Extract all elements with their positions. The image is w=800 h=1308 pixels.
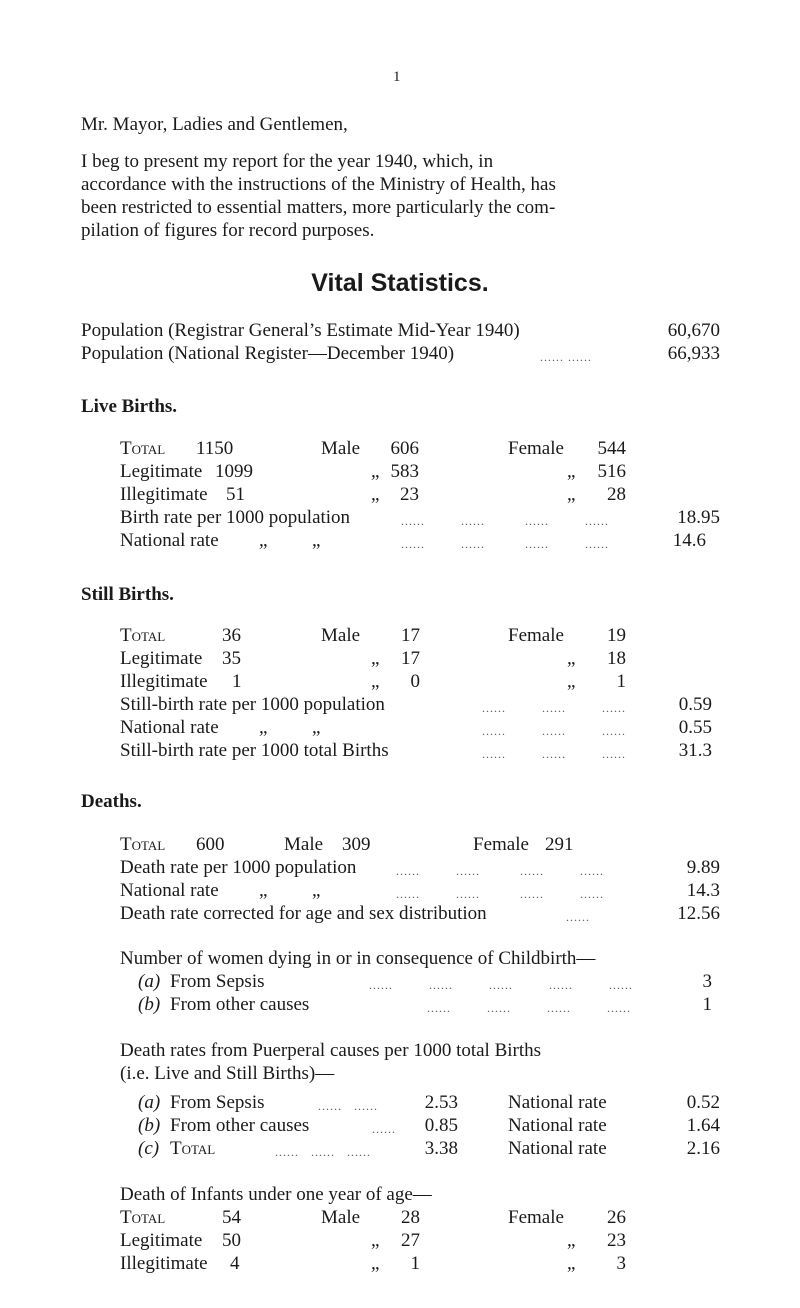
puerperal-b-letter: (b) <box>138 1115 161 1136</box>
infants-male-value: 28 <box>401 1207 420 1228</box>
ditto-mark: „ <box>312 717 321 738</box>
puerperal-line-2: (i.e. Live and Still Births)— <box>120 1063 335 1084</box>
birth-rate-label: Birth rate per 1000 population <box>120 507 351 528</box>
puerperal-b-national: 1.64 <box>686 1115 720 1136</box>
ditto-mark: „ <box>567 461 576 482</box>
leader-dots: ...... ...... <box>540 350 592 364</box>
leader-dots: ...... ...... <box>318 1099 378 1113</box>
ditto-mark: „ <box>371 484 380 505</box>
childbirth-b-label: From other causes <box>170 994 310 1015</box>
infants-female-value: 26 <box>607 1207 626 1228</box>
ditto-mark: „ <box>567 648 576 669</box>
infants-legit-value: 50 <box>222 1230 241 1251</box>
death-corrected-value: 12.56 <box>677 903 720 924</box>
leader-dots: ...... ...... ...... ...... <box>427 1001 631 1015</box>
infants-male-label: Male <box>321 1207 361 1228</box>
childbirth-label: Number of women dying in or in consequence of Childbirth— <box>120 948 596 969</box>
birth-rate-value: 18.95 <box>677 507 720 528</box>
still-legit-female: 18 <box>607 648 626 669</box>
population-nr-value: 66,933 <box>667 343 720 364</box>
puerperal-c-letter: (c) <box>138 1138 160 1159</box>
live-illegit-label: Illegitimate <box>120 484 208 505</box>
still-national-label: National rate <box>120 717 219 738</box>
leader-dots: ...... ...... ...... ...... <box>396 864 604 878</box>
puerperal-a-letter: (a) <box>138 1092 161 1113</box>
still-national-value: 0.55 <box>678 717 712 738</box>
still-male-label: Male <box>321 625 361 646</box>
still-rate-value: 0.59 <box>678 694 712 715</box>
leader-dots: ...... ...... ...... <box>482 724 626 738</box>
leader-dots: ...... ...... ...... <box>275 1145 371 1159</box>
puerperal-b-value: 0.85 <box>424 1115 458 1136</box>
infants-total-label: Total <box>120 1207 166 1228</box>
deaths-title: Deaths. <box>81 791 142 812</box>
still-male-value: 17 <box>401 625 420 646</box>
live-illegit-value: 51 <box>226 484 245 505</box>
live-total-label: Total <box>120 438 166 459</box>
still-legit-value: 35 <box>222 648 241 669</box>
puerperal-line-1: Death rates from Puerperal causes per 1000 total Births <box>120 1040 542 1061</box>
population-nr-label: Population (National Register—December 1940) <box>81 343 455 364</box>
intro-line-1: I beg to present my report for the year 1940, which, in <box>81 151 494 172</box>
ditto-mark: „ <box>259 717 268 738</box>
salutation: Mr. Mayor, Ladies and Gentlemen, <box>81 114 348 135</box>
leader-dots: ...... ...... ...... ...... <box>401 537 609 551</box>
infants-legit-male: 27 <box>401 1230 420 1251</box>
puerperal-c-value: 3.38 <box>424 1138 458 1159</box>
puerperal-a-label: From Sepsis <box>170 1092 265 1113</box>
deaths-female-value: 291 <box>545 834 574 855</box>
ditto-mark: „ <box>259 880 268 901</box>
ditto-mark: „ <box>259 530 268 551</box>
live-male-value: 606 <box>390 438 419 459</box>
deaths-total-value: 600 <box>196 834 225 855</box>
infants-total-value: 54 <box>222 1207 241 1228</box>
still-legit-male: 17 <box>401 648 420 669</box>
leader-dots: ...... ...... ...... ...... <box>401 514 609 528</box>
infants-legit-female: 23 <box>607 1230 626 1251</box>
puerperal-b-national-label: National rate <box>508 1115 607 1136</box>
infants-illegit-label: Illegitimate <box>120 1253 208 1274</box>
deaths-male-value: 309 <box>342 834 371 855</box>
puerperal-c-national: 2.16 <box>686 1138 720 1159</box>
still-total-births-label: Still-birth rate per 1000 total Births <box>120 740 389 761</box>
death-rate-label: Death rate per 1000 population <box>120 857 357 878</box>
national-rate-value: 14.6 <box>672 530 706 551</box>
puerperal-c-label: Total <box>170 1138 216 1159</box>
death-national-value: 14.3 <box>686 880 720 901</box>
ditto-mark: „ <box>567 671 576 692</box>
still-total-births-value: 31.3 <box>678 740 712 761</box>
live-births-title: Live Births. <box>81 396 178 417</box>
childbirth-a-value: 3 <box>702 971 712 992</box>
still-births-title: Still Births. <box>81 584 174 605</box>
live-legit-male: 583 <box>390 461 419 482</box>
ditto-mark: „ <box>567 484 576 505</box>
intro-line-4: pilation of figures for record purposes. <box>81 220 375 241</box>
childbirth-a-letter: (a) <box>138 971 161 992</box>
still-rate-label: Still-birth rate per 1000 population <box>120 694 385 715</box>
ditto-mark: „ <box>371 1230 380 1251</box>
leader-dots: ...... ...... ...... <box>482 701 626 715</box>
live-legit-value: 1099 <box>215 461 253 482</box>
deaths-total-label: Total <box>120 834 166 855</box>
intro-line-2: accordance with the instructions of the Ministry of Health, has <box>81 174 556 195</box>
live-male-label: Male <box>321 438 361 459</box>
still-total-value: 36 <box>222 625 241 646</box>
live-total-value: 1150 <box>196 438 234 459</box>
death-national-label: National rate <box>120 880 219 901</box>
puerperal-c-national-label: National rate <box>508 1138 607 1159</box>
live-legit-female: 516 <box>597 461 626 482</box>
childbirth-b-value: 1 <box>702 994 712 1015</box>
ditto-mark: „ <box>371 671 380 692</box>
infants-female-label: Female <box>508 1207 564 1228</box>
ditto-mark: „ <box>567 1230 576 1251</box>
population-rg-value: 60,670 <box>667 320 720 341</box>
still-illegit-label: Illegitimate <box>120 671 208 692</box>
childbirth-b-letter: (b) <box>138 994 161 1015</box>
live-female-value: 544 <box>597 438 626 459</box>
intro-line-3: been restricted to essential matters, more particularly the com- <box>81 197 556 218</box>
still-illegit-male: 0 <box>410 671 420 692</box>
ditto-mark: „ <box>567 1253 576 1274</box>
ditto-mark: „ <box>371 648 380 669</box>
childbirth-a-label: From Sepsis <box>170 971 265 992</box>
infants-illegit-male: 1 <box>410 1253 420 1274</box>
page-title: Vital Statistics. <box>311 269 489 297</box>
still-illegit-value: 1 <box>232 671 242 692</box>
leader-dots: ...... <box>566 910 590 924</box>
deaths-female-label: Female <box>473 834 529 855</box>
population-rg-label: Population (Registrar General’s Estimate Mid-Year 1940) <box>81 320 520 341</box>
still-illegit-female: 1 <box>616 671 626 692</box>
death-rate-value: 9.89 <box>686 857 720 878</box>
leader-dots: ...... ...... ...... ...... <box>396 887 604 901</box>
leader-dots: ...... ...... ...... ...... ...... <box>369 978 633 992</box>
puerperal-a-value: 2.53 <box>424 1092 458 1113</box>
national-rate-label: National rate <box>120 530 219 551</box>
deaths-male-label: Male <box>284 834 324 855</box>
live-illegit-male: 23 <box>400 484 419 505</box>
ditto-mark: „ <box>371 461 380 482</box>
ditto-mark: „ <box>312 880 321 901</box>
puerperal-a-national: 0.52 <box>686 1092 720 1113</box>
page-number: 1 <box>393 69 401 85</box>
still-legit-label: Legitimate <box>120 648 203 669</box>
infants-label: Death of Infants under one year of age— <box>120 1184 432 1205</box>
infants-legit-label: Legitimate <box>120 1230 203 1251</box>
live-illegit-female: 28 <box>607 484 626 505</box>
infants-illegit-value: 4 <box>230 1253 240 1274</box>
ditto-mark: „ <box>312 530 321 551</box>
still-female-value: 19 <box>607 625 626 646</box>
puerperal-a-national-label: National rate <box>508 1092 607 1113</box>
live-legit-label: Legitimate <box>120 461 203 482</box>
puerperal-b-label: From other causes <box>170 1115 310 1136</box>
leader-dots: ...... <box>372 1122 396 1136</box>
ditto-mark: „ <box>371 1253 380 1274</box>
infants-illegit-female: 3 <box>616 1253 626 1274</box>
death-corrected-label: Death rate corrected for age and sex distribution <box>120 903 487 924</box>
leader-dots: ...... ...... ...... <box>482 747 626 761</box>
still-female-label: Female <box>508 625 564 646</box>
live-female-label: Female <box>508 438 564 459</box>
still-total-label: Total <box>120 625 166 646</box>
